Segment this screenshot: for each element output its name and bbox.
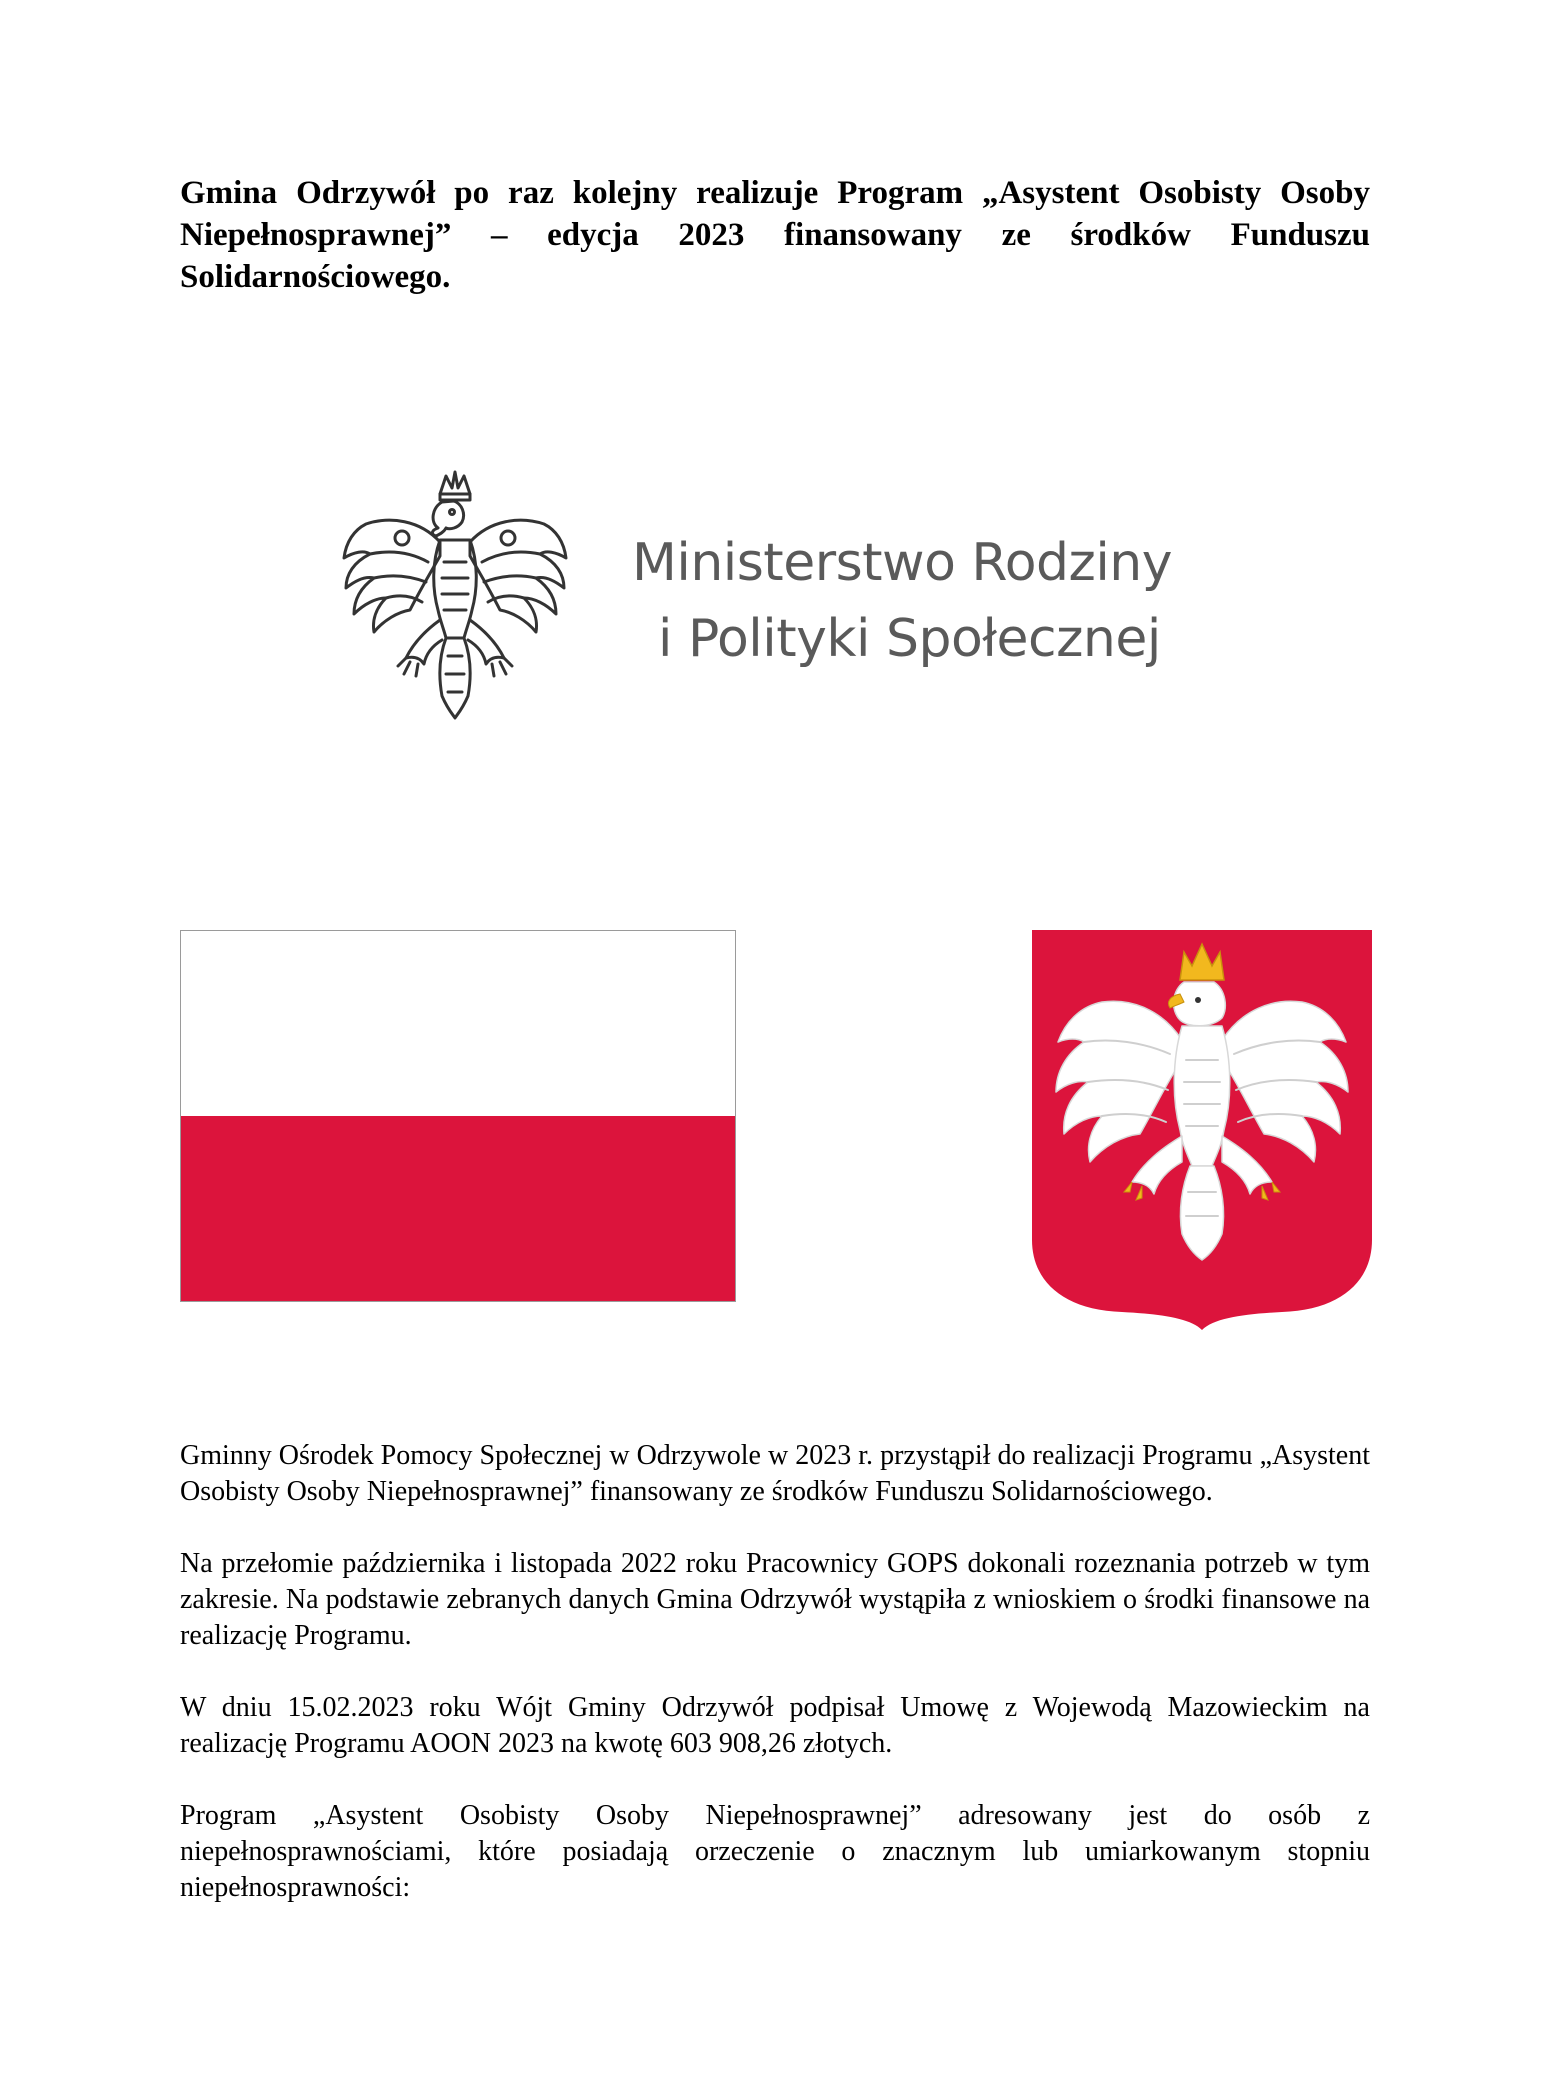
- paragraph-3: W dniu 15.02.2023 roku Wójt Gminy Odrzywół podpisał Umowę z Wojewodą Mazowieckim na realizację Programu AOON 2023 na kwotę 603 908,26 złotych.: [180, 1692, 1370, 1759]
- polish-flag: [180, 930, 736, 1302]
- ministry-name: [632, 525, 1172, 677]
- flag-white-stripe: [181, 931, 735, 1116]
- ministry-name-line2: i Polityki Społecznej: [658, 609, 1161, 669]
- paragraph-4: Program „Asystent Osobisty Osoby Niepełnosprawnej” adresowany jest do osób z niepełnosprawnościami, które posiadają orzeczenie o znacznym lub umiarkowanym stopniu niepełnosprawności:: [180, 1800, 1370, 1903]
- ministry-logo: [340, 470, 1190, 720]
- paragraph-2: Na przełomie października i listopada 2022 roku Pracownicy GOPS dokonali rozeznania potrzeb w tym zakresie. Na podstawie zebranych danych Gmina Odrzywół wystąpiła z wnioskiem o środki finansowe na realizację Programu.: [180, 1548, 1370, 1651]
- document-body: [180, 1438, 1370, 1942]
- eagle-outline-icon: [340, 470, 570, 720]
- document-title: Gmina Odrzywół po raz kolejny realizuje Program „Asystent Osobisty Osoby Niepełnosprawnej” – edycja 2023 finansowany ze środków Funduszu Solidarnościowego.: [180, 175, 1370, 295]
- flag-red-stripe: [181, 1116, 735, 1301]
- ministry-name-line1: Ministerstwo Rodziny: [632, 533, 1173, 593]
- paragraph-1: Gminny Ośrodek Pomocy Społecznej w Odrzywole w 2023 r. przystąpił do realizacji Programu „Asystent Osobisty Osoby Niepełnosprawnej” finansowany ze środków Funduszu Solidarnościowego.: [180, 1440, 1370, 1507]
- coat-of-arms-eagle-icon: [1032, 930, 1372, 1330]
